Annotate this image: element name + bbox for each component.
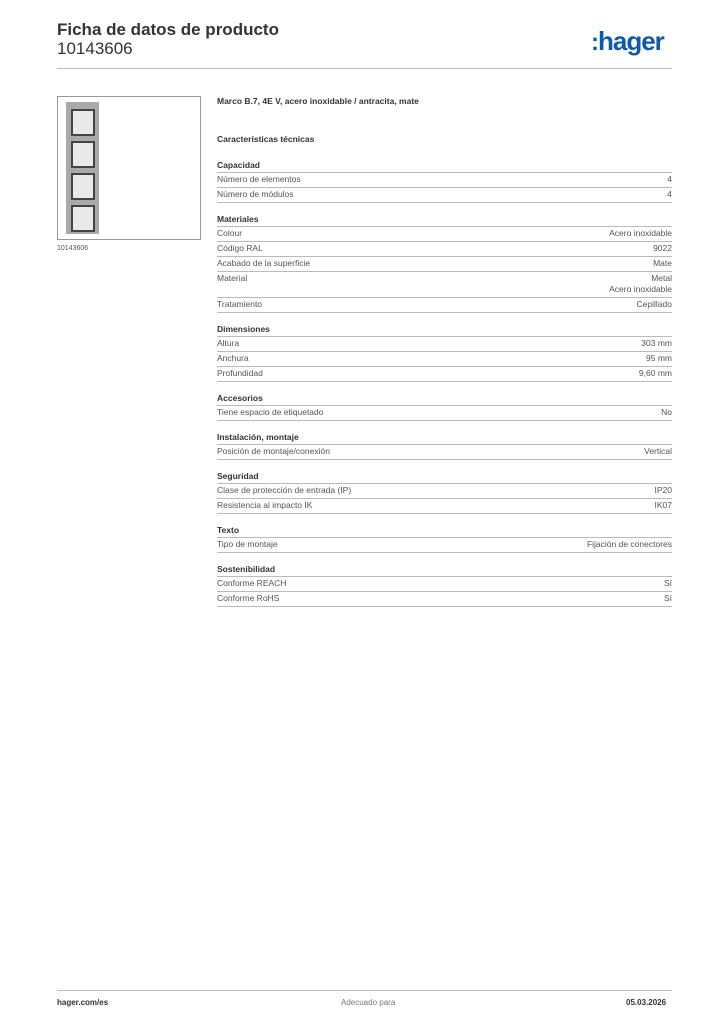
image-caption: 10143606 (57, 245, 89, 252)
spec-row (217, 352, 672, 367)
spec-section (217, 563, 672, 607)
spec-value (609, 273, 672, 295)
spec-value (664, 593, 672, 604)
spec-label: Código RAL (217, 243, 263, 253)
spec-section (217, 470, 672, 514)
product-image (57, 96, 201, 240)
product-name: Marco B.7, 4E V, acero inoxidable / antracita, mate (217, 96, 419, 106)
spec-row (217, 499, 672, 514)
spec-label: Posición de montaje/conexión (217, 446, 330, 456)
spec-value-line: 95 mm (646, 353, 672, 363)
spec-value (639, 368, 672, 379)
spec-row (217, 257, 672, 272)
section-title: Capacidad (217, 159, 672, 173)
spec-row (217, 538, 672, 553)
spec-row (217, 577, 672, 592)
spec-value-line: Cepillado (636, 299, 672, 309)
section-title: Seguridad (217, 470, 672, 484)
spec-section (217, 431, 672, 460)
spec-value (609, 228, 672, 239)
frame-opening (71, 173, 95, 200)
hager-logo: :hager (591, 26, 664, 56)
spec-value-line: 4 (667, 189, 672, 199)
spec-value-line: Acero inoxidable (609, 284, 672, 294)
spec-label: Material (217, 273, 248, 283)
footer-website: hager.com/es (57, 998, 109, 1007)
spec-section (217, 392, 672, 421)
spec-value-line: Sí (663, 578, 672, 588)
spec-label: Número de módulos (217, 189, 294, 199)
spec-row (217, 406, 672, 421)
spec-label: Tiene espacio de etiquetado (217, 407, 324, 417)
spec-value-line: Vertical (644, 446, 672, 456)
spec-row (217, 445, 672, 460)
section-title: Instalación, montaje (217, 431, 672, 445)
spec-row (217, 367, 672, 382)
spec-value-line: Mate (653, 258, 672, 268)
footer-date: 05.03.2026 (626, 998, 667, 1007)
spec-value (653, 243, 672, 254)
spec-section (217, 323, 672, 382)
spec-value (587, 539, 672, 550)
spec-label: Anchura (217, 353, 249, 363)
spec-value-line: IK07 (654, 500, 672, 510)
logo-text: hager (598, 26, 664, 56)
header-divider (57, 68, 672, 69)
spec-value (655, 500, 673, 511)
section-title: Sostenibilidad (217, 563, 672, 577)
spec-section (217, 524, 672, 553)
spec-value (655, 485, 673, 496)
characteristics-heading: Características técnicas (217, 134, 315, 144)
section-title: Accesorios (217, 392, 672, 406)
spec-label: Resistencia al impacto IK (217, 500, 313, 510)
spec-value (641, 338, 672, 349)
spec-label: Colour (217, 228, 243, 238)
spec-row (217, 188, 672, 203)
spec-value-line: 4 (667, 174, 672, 184)
page-title: Ficha de datos de producto (57, 20, 279, 39)
spec-value (661, 407, 672, 418)
product-code: 10143606 (57, 39, 133, 58)
spec-row (217, 173, 672, 188)
spec-row (217, 337, 672, 352)
spec-section (217, 159, 672, 203)
spec-label: Clase de protección de entrada (IP) (217, 485, 352, 495)
spec-label: Conforme REACH (217, 578, 287, 588)
footer-divider (57, 990, 672, 991)
spec-value (664, 578, 672, 589)
spec-value-line: Acero inoxidable (609, 228, 672, 238)
spec-label: Profundidad (217, 368, 263, 378)
frame-illustration (66, 102, 99, 234)
frame-opening (71, 205, 95, 232)
frame-opening (71, 141, 95, 168)
spec-content (217, 95, 672, 617)
spec-value-line: Fijación de conectores (586, 539, 672, 549)
spec-value (646, 353, 672, 364)
spec-row (217, 242, 672, 257)
spec-value-line: 303 mm (641, 338, 672, 348)
section-title: Texto (217, 524, 672, 538)
spec-value (667, 189, 672, 200)
spec-value-line: No (661, 407, 672, 417)
section-title: Materiales (217, 213, 672, 227)
spec-sections (217, 159, 672, 607)
spec-value-line: IP20 (654, 485, 672, 495)
spec-value (653, 258, 672, 269)
frame-opening (71, 109, 95, 136)
spec-label: Conforme RoHS (217, 593, 280, 603)
spec-value-line: Sí (663, 593, 672, 603)
spec-row (217, 592, 672, 607)
spec-row (217, 298, 672, 313)
footer-middle: Adecuado para (341, 998, 396, 1007)
spec-value (667, 174, 672, 185)
section-title: Dimensiones (217, 323, 672, 337)
spec-row (217, 227, 672, 242)
spec-label: Tipo de montaje (217, 539, 278, 549)
spec-label: Altura (217, 338, 240, 348)
spec-label: Tratamiento (217, 299, 263, 309)
spec-value-line: Metal (651, 273, 672, 283)
spec-value-line: 9,60 mm (638, 368, 672, 378)
spec-label: Acabado de la superficie (217, 258, 311, 268)
spec-row (217, 272, 672, 298)
spec-value-line: 9022 (653, 243, 672, 253)
spec-value (644, 446, 672, 457)
spec-label: Número de elementos (217, 174, 301, 184)
spec-section (217, 213, 672, 313)
spec-row (217, 484, 672, 499)
spec-value (637, 299, 672, 310)
